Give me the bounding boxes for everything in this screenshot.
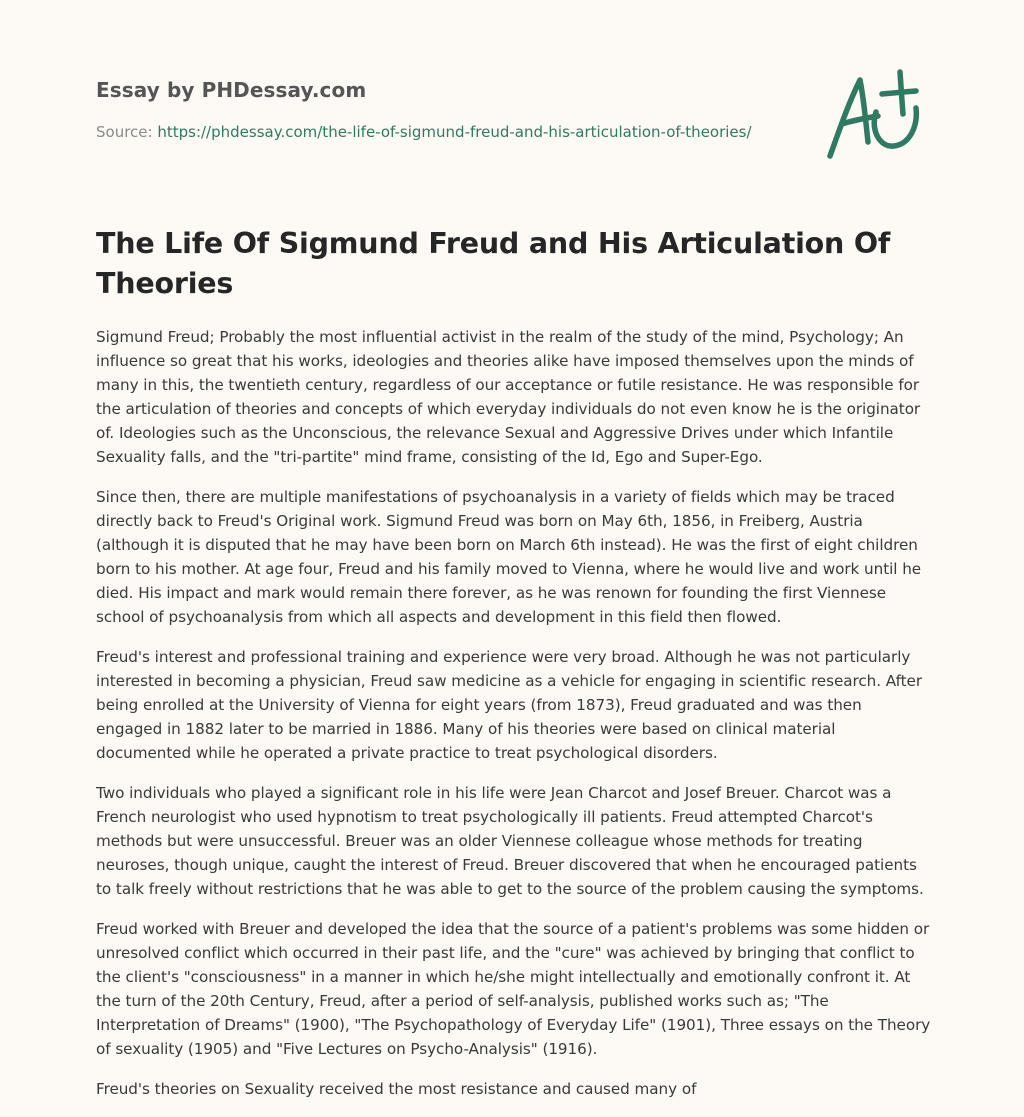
essay-paragraph: Freud's interest and professional training and experience were very broad. Although he was not particularly interested in becoming a physician, Freud saw medicine as a vehicle for engaging in scientific research. After being enrolled at the University of Vienna for eight years (from 1873), Freud graduated and was then engaged in 1882 later to be married in 1886. Many of his theories were based on clinical material documented while he operated a private practice to treat psychological disorders. — [96, 648, 923, 762]
source-label: Source: — [96, 123, 158, 141]
essay-paragraph: Two individuals who played a significant role in his life were Jean Charcot and Josef Breuer. Charcot was a French neurologist who used hypnotism to treat psychologically ill patients. Freud attempted Charcot's methods but were unsuccessful. Breuer was an older Viennese colleague whose methods for treating neuroses, though unique, caught the interest of Freud. Breuer discovered that when he encouraged patients to talk freely without restrictions that he was able to get to the source of the problem causing the symptoms. — [96, 784, 924, 898]
essay-header — [96, 76, 796, 142]
essay-paragraph: Since then, there are multiple manifestations of psychoanalysis in a variety of fields which may be traced directly back to Freud's Original work. Sigmund Freud was born on May 6th, 1856, in Freiberg, Austria (although it is disputed that he may have been born on March 6th instead). He was the first of eight children born to his mother. At age four, Freud and his family moved to Vienna, where he would live and work until he died. His impact and mark would remain there forever, as he was renown for founding the first Viennese school of psychoanalysis from which all aspects and development in this field then flowed. — [96, 488, 922, 626]
essay-paragraph: Sigmund Freud; Probably the most influential activist in the realm of the study of the mind, Psychology; An influence so great that his works, ideologies and theories alike have imposed themselves upon the minds of many in this, the twentieth century, regardless of our acceptance or futile resistance. He was responsible for the articulation of theories and concepts of which everyday individuals do not even know he is the originator of. Ideologies such as the Unconscious, the relevance Sexual and Aggressive Drives under which Infantile Sexuality falls, and the "tri-partite" mind frame, consisting of the Id, Ego and Super-Ego. — [96, 328, 921, 466]
source-link[interactable]: https://phdessay.com/the-life-of-sigmund-freud-and-his-articulation-of-theories/ — [157, 123, 752, 141]
essay-title: The Life Of Sigmund Freud and His Articulation Of Theories — [96, 227, 891, 300]
site-brand: Essay by PHDessay.com — [96, 78, 367, 102]
essay-body — [96, 325, 932, 1117]
essay-paragraph: Freud's theories on Sexuality received the most resistance and caused many of — [96, 1080, 697, 1098]
source-line — [96, 122, 796, 142]
essay-paragraph: Freud worked with Breuer and developed the idea that the source of a patient's problems was some hidden or unresolved conflict which occurred in their past life, and the "cure" was achieved by bringing that conflict to the client's "consciousness" in a manner in which he/she might intellectually and emotionally confront it. At the turn of the 20th Century, Freud, after a period of self-analysis, published works such as; "The Interpretation of Dreams" (1900), "The Psychopathology of Everyday Life" (1901), Three essays on the Theory of sexuality (1905) and "Five Lectures on Psycho-Analysis" (1916). — [96, 920, 931, 1058]
a-plus-grade-icon — [820, 64, 930, 164]
